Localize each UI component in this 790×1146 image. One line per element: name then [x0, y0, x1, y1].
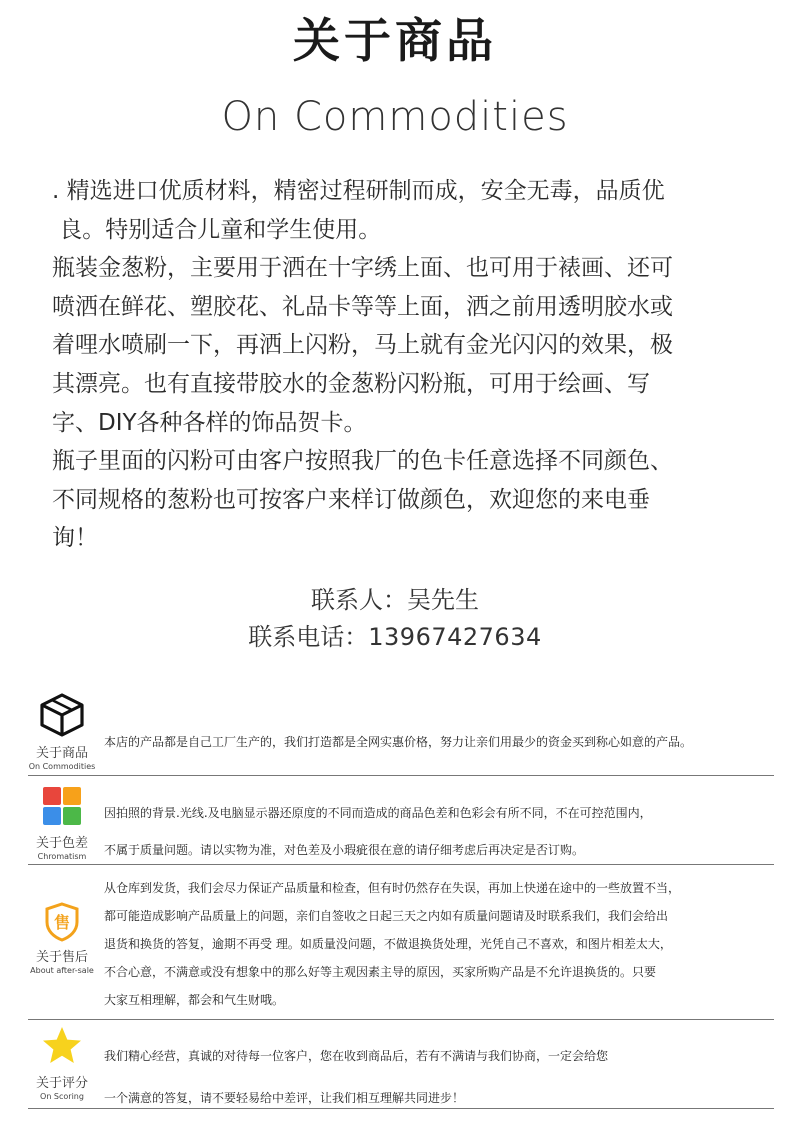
- policy-chromatism: [28, 778, 774, 864]
- policy-after-sale: [28, 866, 774, 1018]
- description-line: 其漂亮。也有直接带胶水的金葱粉闪粉瓶，可用于绘画、写: [52, 370, 650, 397]
- description-line: 瓶装金葱粉，主要用于洒在十字绣上面、也可用于裱画、还可: [52, 255, 673, 282]
- policy-subtitle: On Commodities: [28, 762, 96, 771]
- description-line: 着哩水喷刷一下，再洒上闪粉，马上就有金光闪闪的效果，极: [52, 332, 673, 359]
- policy-text-line: 退货和换货的答复，逾期不再受 理。如质量没问题，不做退换货处理，光凭自己不喜欢，和图片相差太大，: [104, 937, 672, 951]
- policy-text-line: 我们精心经营，真诚的对待每一位客户，您在收到商品后，若有不满请与我们协商，一定会给您: [104, 1049, 609, 1063]
- product-description: [52, 172, 772, 558]
- divider: [28, 775, 774, 776]
- divider: [28, 1108, 774, 1109]
- policy-text-line: 大家互相理解，都会和气生财哦。: [104, 993, 285, 1007]
- policy-title: 关于售后: [35, 950, 88, 965]
- policy-after-sale-badge: [28, 902, 96, 975]
- description-line: . 精选进口优质材料，精密过程研制而成，安全无毒，品质优: [52, 178, 665, 204]
- page-subtitle: On Commodities: [221, 94, 569, 140]
- policy-text-line: 不属于质量问题。请以实物为准，对色差及小瑕疵很在意的请仔细考虑后再决定是否订购。: [104, 843, 585, 857]
- description-line: 良。特别适合儿童和学生使用。: [52, 216, 382, 243]
- policy-subtitle: Chromatism: [37, 852, 87, 861]
- policy-title: 关于评分: [35, 1076, 88, 1091]
- policy-scoring: [28, 1022, 774, 1108]
- contact-phone: [0, 617, 790, 652]
- description-line: 字、DIY各种各样的饰品贺卡。: [52, 409, 367, 436]
- policy-commodities: [28, 690, 774, 775]
- star-icon: [42, 1026, 82, 1064]
- shield-sale-icon: [44, 902, 80, 942]
- policy-text-line: 一个满意的答复，请不要轻易给中差评，让我们相互理解共同进步！: [104, 1091, 465, 1105]
- description-line: 不同规格的葱粉也可按客户来样订做颜色，欢迎您的来电垂: [52, 486, 650, 513]
- policy-title: 关于商品: [35, 746, 88, 761]
- color-grid-icon: [42, 786, 82, 826]
- description-line: 询！: [52, 525, 98, 552]
- contact-person-name: 吴先生: [407, 586, 479, 614]
- policy-subtitle: On Scoring: [40, 1092, 84, 1101]
- policy-text: [104, 733, 692, 751]
- policy-text-line: 从仓库到发货，我们会尽力保证产品质量和检查，但有时仍然存在失误，再加上快递在途中的一些放置不当，: [104, 881, 681, 895]
- shield-sale-char: 售: [53, 913, 71, 932]
- policy-subtitle: About after-sale: [30, 966, 94, 975]
- policy-text: [104, 874, 680, 1014]
- policy-text-line: 本店的产品都是自己工厂生产的，我们打造都是全网实惠价格，努力让亲们用最少的资金买到称心如意的产品。: [104, 735, 693, 749]
- contact-phone-label: 联系电话：: [248, 623, 369, 651]
- contact-phone-number: 13967427634: [368, 623, 542, 651]
- divider: [28, 1019, 774, 1020]
- policy-title: 关于色差: [35, 836, 88, 851]
- policy-text: [104, 795, 652, 869]
- policy-scoring-badge: [28, 1026, 96, 1101]
- contact-person-label: 联系人：: [311, 586, 407, 614]
- box-icon: [38, 692, 86, 738]
- page-title: 关于商品: [293, 14, 497, 69]
- policy-text: [104, 1035, 608, 1119]
- contact-person: [0, 580, 790, 615]
- policy-chromatism-badge: [28, 786, 96, 861]
- policy-text-line: 因拍照的背景.光线.及电脑显示器还原度的不同而造成的商品色差和色彩会有所不同，不在可控范围内，: [104, 806, 652, 820]
- policy-text-line: 不合心意，不满意或没有想象中的那么好等主观因素主导的原因，买家所购产品是不允许退换货的。只要: [104, 965, 657, 979]
- divider: [28, 864, 774, 865]
- policy-commodities-badge: [28, 692, 96, 771]
- policy-text-line: 都可能造成影响产品质量上的问题，亲们自签收之日起三天之内如有质量问题请及时联系我们，我们会给出: [104, 909, 669, 923]
- description-line: 喷洒在鲜花、塑胶花、礼品卡等等上面，洒之前用透明胶水或: [52, 293, 673, 320]
- description-line: 瓶子里面的闪粉可由客户按照我厂的色卡任意选择不同颜色、: [52, 448, 673, 475]
